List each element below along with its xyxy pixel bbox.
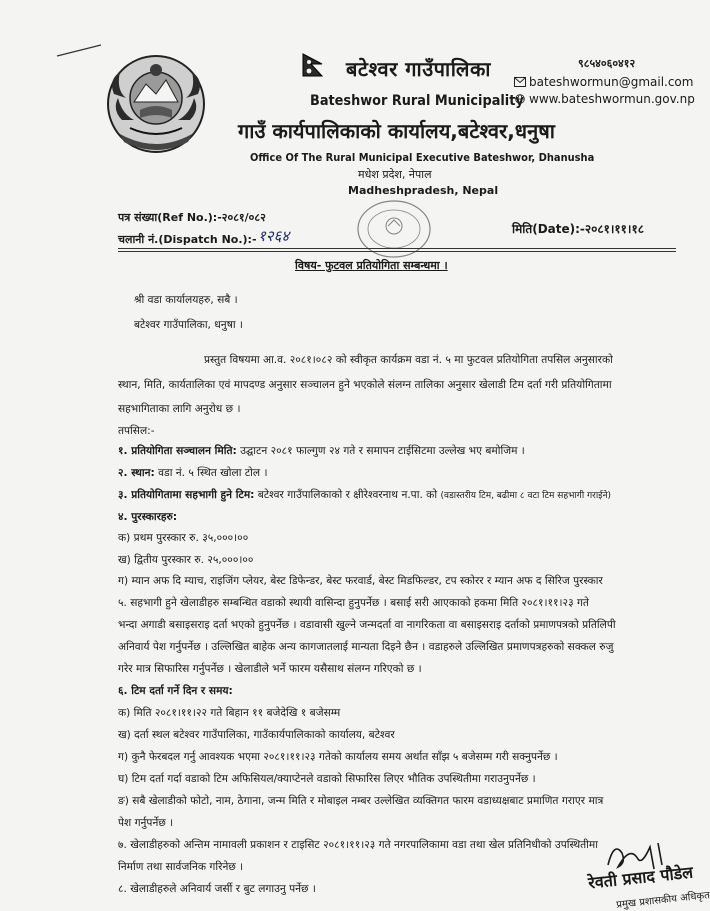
registration-line: ख) दर्ता स्थल बटेश्वर गाउँपालिका, गाउँकार्यपालिकाको कार्यालय, बटेश्वर [118,729,395,741]
email-line [514,75,693,89]
registration-line: ग) कुनै फेरबदल गर्नु आवश्यक भएमा २०८१।११।२३ गतेको कार्यालय समय अर्थात साँझ ५ बजेसम्म गरी सक्नुपर्नेछ । [118,751,558,763]
item-2 [118,468,267,479]
signatory-designation: प्रमुख प्रशासकीय अधिकृत [615,890,710,911]
municipality-name-np: बटेश्वर गाउँपालिका [346,57,491,81]
item-label: २. स्थान: [118,467,155,479]
registration-line: ङ) सबै खेलाडीको फोटो, नाम, ठेगाना, जन्म मिति र मोबाइल नम्बर उल्लेखित व्यक्तिगत फारम वडाध्यक्षबाट प्रमाणित गराएर मात्र [118,795,604,807]
phone-number: ९८५४०६०४१२ [578,57,636,70]
letter-date: मिति(Date):-२०८१।११।१८ [512,222,644,236]
prize-line: क) प्रथम पुरस्कार रु. ३५,०००।०० [118,532,249,544]
registration-line: क) मिति २०८१।११।२२ गते बिहान ११ बजेदेखि १ बजेसम्म [118,707,341,719]
globe-icon [514,94,526,104]
item-label: ३. प्रतियोगितामा सहभागी हुने टिम: [118,489,255,501]
item-text: वडा नं. ५ स्थित खोला टोल । [154,467,268,479]
subject-line: विषय- फुटवल प्रतियोगिता सम्बन्धमा । [295,259,448,272]
item-5-line: ५. सहभागी हुने खेलाडीहरु सम्बन्धित वडाको स्थायी वासिन्दा हुनुपर्नेछ । बसाई सरी आएकाको हकमा मिति २०८१।११।२३ गते [118,597,589,609]
ref-number: पत्र संख्या(Ref No.):-२०८१/०८२ [118,211,266,224]
office-name-en: Office Of The Rural Municipal Executive Bateshwor, Dhanusha [250,151,595,164]
item-5-line: गरेर मात्र सिफारिस गर्नुपर्नेछ । खेलाडीले भर्ने फारम यसैसाथ संलग्न गरिएको छ । [118,663,422,675]
addressee-line: श्री वडा कार्यालयहरु, सबै । [134,294,238,306]
website-line [514,92,695,106]
tapsil-heading: तपसिल:- [118,425,155,437]
body-paragraph-line: सहभागिताका लागि अनुरोध छ । [118,403,241,415]
pen-mark [55,42,103,60]
item-5-line: भन्दा अगाडी बसाइसराइ दर्ता भएको हुनुपर्नेछ । वडावासी खुल्ने जन्मदर्ता वा नागरिकता वा बसाइसराइ दर्ताको प्रमाणपत्रको प्रतिलिपी [118,619,616,631]
nepal-emblem-icon [100,50,212,158]
body-paragraph-line: स्थान, मिति, कार्यतालिका एवं मापदण्ड अनुसार सञ्चालन हुने भएकोले संलग्न तालिका अनुसार खेलाडी टिम दर्ता गरी प्रतियोगितामा [118,379,612,391]
registration-line: पेश गर्नुपर्नेछ । [118,817,174,829]
item-text: उद्घाटन २०८१ फाल्गुण २४ गते र समापन टाईसिटमा उल्लेख भए बमोजिम । [236,445,525,457]
dispatch-number: १२६४ [258,227,290,245]
item-label: १. प्रतियोगिता सञ्चालन मिति: [118,445,237,457]
addressee-line: बटेश्वर गाउँपालिका, धनुषा । [134,319,243,331]
registration-line: घ) टिम दर्ता गर्दा वडाको टिम अफिसियल/क्याप्टेनले वडाको सिफारिस लिएर भौतिक उपस्थितीमा गराउनुपर्नेछ । [118,773,536,785]
item-note: (वडास्तरीय टिम, बढीमा ८ वटा टिम सहभागी गराईने) [440,491,612,501]
prize-line: ख) द्वितीय पुरस्कार रु. २५,०००।०० [118,554,254,566]
item-7-line: निर्माण तथा सार्वजनिक गरिनेछ । [118,861,244,873]
envelope-icon [514,77,526,87]
item-text: बटेश्वर गाउँपालिकाको र क्षीरेश्वरनाथ न.पा. को [254,489,441,501]
item-1 [118,446,525,457]
body-paragraph-line: प्रस्तुत विषयमा आ.व. २०८१।०८२ को स्वीकृत कार्यक्रम वडा नं. ५ मा फुटवल प्रतियोगिता तपसिल अनुसारको [204,354,613,366]
item-4-heading: ४. पुरस्कारहरु: [118,511,178,523]
email-address: bateshwormun@gmail.com [529,75,694,89]
item-6-heading: ६. टिम दर्ता गर्ने दिन र समय: [118,685,233,697]
municipality-name-en: Bateshwor Rural Municipality [310,93,524,109]
item-5-line: अनिवार्य पेश गर्नुपर्नेछ । उल्लिखित बाहेक अन्य कागजातलाई मान्यता दिइने छैन । वडाहरुले उल्लिखित प्रमाणपत्रहरुको सक्कल रुजु [118,641,614,653]
website-url: www.bateshwormun.gov.np [529,92,695,106]
province-np: मधेश प्रदेश, नेपाल [358,168,432,181]
item-7-line: ७. खेलाडीहरुको अन्तिम नामावली प्रकाशन र टाइसिट २०८१।११।२३ गते नगरपालिकामा वडा तथा खेल प्रतिनिधीको उपस्थितीमा [118,839,599,851]
item-8: ८. खेलाडीहरुले अनिवार्य जर्सी र बुट लगाउनु पर्नेछ । [118,883,316,895]
prize-line: ग) म्यान अफ दि म्याच, राइजिंग प्लेयर, बेस्ट डिफेन्डर, बेस्ट फरवार्ड, बेस्ट मिडफिल्डर, टप स्कोरर र म्यान अफ द सिरिज पुरस्कार [118,575,603,587]
divider-line [118,251,676,252]
divider-line [118,248,676,249]
province-en: Madheshpradesh, Nepal [348,184,499,197]
dispatch-label: चलानी नं.(Dispatch No.):- [118,233,257,246]
nepal-flag-icon [300,52,326,78]
office-name-np: गाउँ कार्यपालिकाको कार्यालय,बटेश्वर,धनुषा [238,119,555,143]
item-3 [118,490,611,501]
signatory-name: रेवती प्रसाद पौडेल [587,862,694,893]
